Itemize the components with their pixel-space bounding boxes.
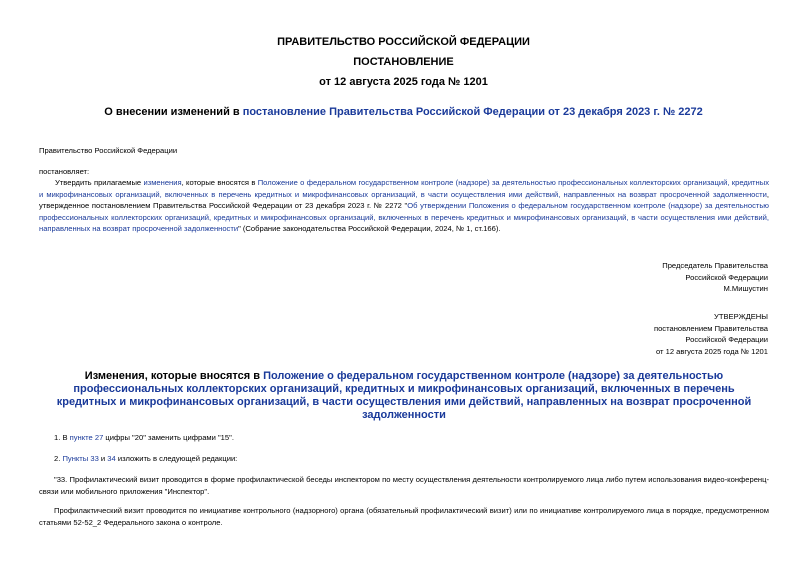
changes-heading [52, 370, 756, 422]
p1-text-c: , утвержденное постановлением Правительства Российской Федерации от 23 декабря 2023 г. № 2272 " [39, 189, 769, 210]
regulation-link[interactable]: Положение о федеральном государственном контроле (надзоре) за деятельностью профессиональных коллекторских организаций, кредитных и микрофинансовых организаций, включенных в перечень кредитных и микрофинансовых организаций, в части осуществления ими действий, направленных на возврат просроченной задолженности [39, 178, 769, 199]
signature-name: М.Мишустин [723, 284, 768, 293]
p1-text-d: " (Собрание законодательства Российской Федерации, 2024, № 1, ст.166). [238, 224, 501, 233]
item-2 [54, 453, 237, 465]
point-34-link[interactable]: 34 [107, 454, 116, 463]
document-title [0, 106, 807, 119]
paragraph-33: "33. Профилактический визит проводится в форме профилактической беседы инспектором по месту осуществления деятельности контролируемого лица либо путем использования видео-конференц-связи или мобильного приложения "Инспектор". [39, 475, 769, 496]
amended-resolution-link[interactable]: постановление Правительства Российской Федерации от 23 декабря 2023 г. № 2272 [242, 106, 703, 118]
signature-title: Председатель Правительства [662, 261, 768, 270]
approval-word: УТВЕРЖДЕНЫ [714, 312, 768, 321]
p1-text-b: , которые вносятся в [181, 178, 258, 187]
approval-block [468, 311, 768, 357]
approval-by: постановлением Правительства [653, 323, 768, 333]
paragraph-preventive-visit: Профилактический визит проводится по инициативе контрольного (надзорного) органа (обязательный профилактический визит) или по инициативе контролируемого лица в порядке, предусмотренном статьями 52-52_2 Федерального закона о контроле. [39, 506, 769, 527]
signature-country: Российской Федерации [685, 272, 768, 282]
approval-country: Российской Федерации [685, 335, 768, 344]
item1-text-a: 1. В [54, 433, 70, 442]
signature-block [468, 260, 768, 295]
changes-heading-prefix: Изменения, которые вносятся в [84, 370, 264, 382]
changes-heading-link[interactable]: Положение о федеральном государственном контроле (надзоре) за деятельностью профессиональных коллекторских организаций, кредитных и микрофинансовых организаций, включенных в перечень кредитных и микрофинансовых организаций, в части осуществления ими действий, направленных на возврат просроченной задолженности [56, 370, 752, 421]
government-name: ПРАВИТЕЛЬСТВО РОССИЙСКОЙ ФЕДЕРАЦИИ [277, 36, 530, 48]
item2-text-c: изложить в следующей редакции: [115, 454, 238, 463]
document-type: ПОСТАНОВЛЕНИЕ [353, 56, 454, 68]
decision-paragraph [39, 177, 769, 235]
item2-text-a: 2. [54, 454, 63, 463]
decision-word: постановляет: [39, 167, 90, 176]
issuer-name: Правительство Российской Федерации [39, 146, 178, 155]
title-prefix: О внесении изменений в [104, 106, 243, 118]
item2-text-b: и [98, 454, 108, 463]
changes-link[interactable]: изменения [143, 178, 182, 187]
document-date-number: от 12 августа 2025 года № 1201 [319, 76, 488, 88]
item-1 [54, 432, 234, 444]
point-27-link[interactable]: пункте 27 [69, 433, 104, 442]
approval-date: от 12 августа 2025 года № 1201 [655, 346, 768, 356]
item1-text-b: цифры "20" заменить цифрами "15". [103, 433, 234, 442]
approval-resolution-link[interactable]: Об утверждении Положения о федеральном государственном контроле (надзоре) за деятельностью профессиональных коллекторских организаций, кредитных и микрофинансовых организаций, включенных в перечень кредитных и микрофинансовых организаций, в части осуществления ими действий, направленных на возврат просроченной задолженности [39, 201, 769, 233]
p1-text-a: Утвердить прилагаемые [55, 178, 144, 187]
point-33-link[interactable]: Пункты 33 [62, 454, 99, 463]
